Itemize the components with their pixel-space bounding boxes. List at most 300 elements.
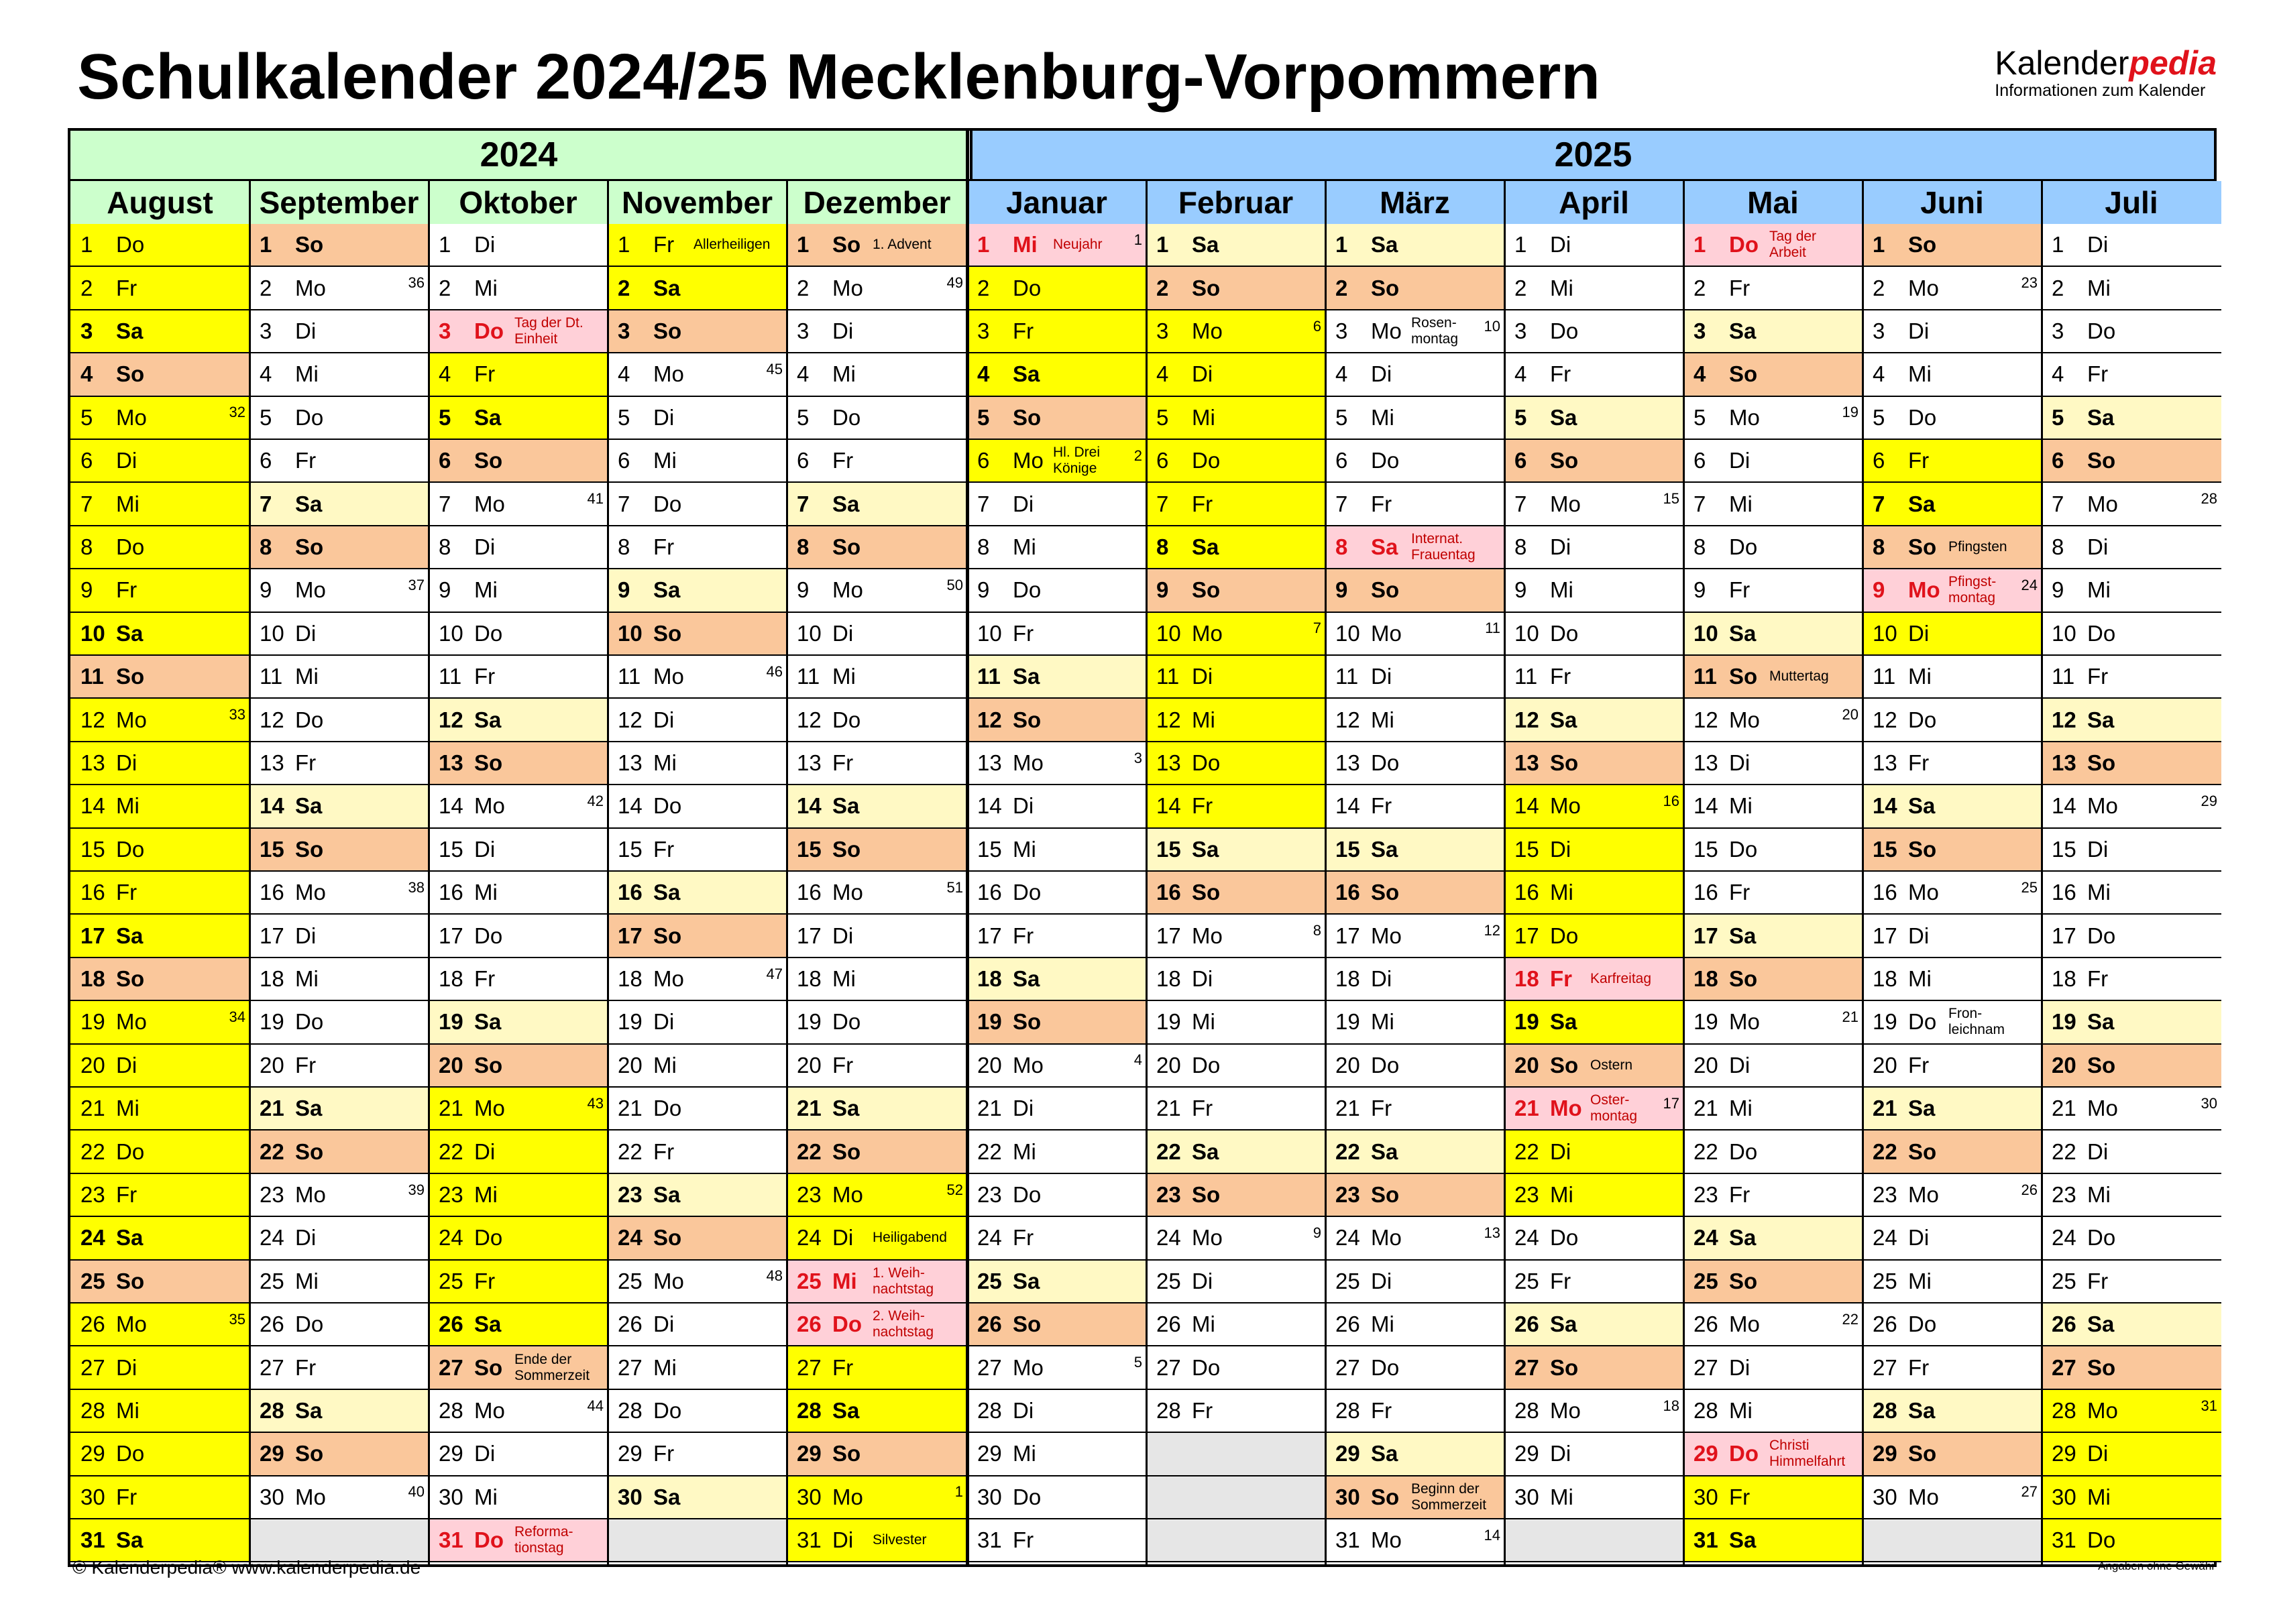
day-number: 4 [1156, 361, 1169, 387]
month-header-november: November [608, 181, 787, 224]
day-number: 13 [260, 750, 284, 775]
weekday: Mi [474, 1484, 498, 1509]
day-cell [1683, 440, 1863, 483]
day-cell [787, 224, 967, 267]
weekday: Mo [295, 275, 326, 300]
page-title: Schulkalender 2024/25 Mecklenburg-Vorpommern [77, 41, 1600, 113]
weekday: Di [832, 1527, 854, 1553]
day-number: 18 [1514, 966, 1539, 991]
weekday: Di [2087, 534, 2109, 559]
weekday: Do [1013, 1181, 1042, 1207]
day-number: 14 [439, 793, 463, 819]
day-number: 2 [1335, 275, 1348, 300]
week-number: 45 [766, 360, 783, 378]
day-cell [1146, 1217, 1325, 1260]
day-cell [1504, 267, 1683, 310]
day-cell [1146, 267, 1325, 310]
weekday: Mi [1192, 404, 1215, 430]
day-cell [787, 785, 967, 828]
weekday: Di [653, 1312, 675, 1337]
day-cell [429, 310, 608, 353]
weekday: Sa [653, 577, 681, 603]
day-cell [1325, 699, 1504, 742]
weekday: Di [653, 707, 675, 732]
weekday: Do [295, 707, 324, 732]
day-cell [2042, 1001, 2221, 1044]
day-number: 10 [1156, 620, 1181, 646]
weekday: Fr [1013, 1225, 1034, 1251]
day-number: 2 [797, 275, 810, 300]
month-header-juli: Juli [2042, 181, 2221, 224]
day-cell [1683, 829, 1863, 872]
weekday: Sa [116, 1527, 144, 1553]
day-cell [1683, 569, 1863, 612]
day-number: 26 [80, 1312, 105, 1337]
day-cell [967, 267, 1146, 310]
day-cell [1504, 397, 1683, 440]
weekday: Sa [832, 491, 860, 516]
day-number: 17 [977, 923, 1002, 948]
day-number: 28 [977, 1397, 1002, 1423]
day-number: 5 [2052, 404, 2064, 430]
weekday: Di [295, 923, 317, 948]
weekday: Do [295, 404, 324, 430]
day-number: 23 [797, 1181, 822, 1207]
day-number: 13 [80, 750, 105, 775]
day-number: 24 [1873, 1225, 1897, 1251]
day-number: 1 [2052, 232, 2064, 257]
day-number: 23 [439, 1181, 463, 1207]
weekday: Mi [1192, 1009, 1215, 1035]
weekday: So [1013, 404, 1042, 430]
weekday: Mi [1192, 1312, 1215, 1337]
day-number: 8 [977, 534, 990, 559]
week-number: 39 [408, 1181, 425, 1198]
month-header-april: April [1504, 181, 1683, 224]
day-number: 14 [618, 793, 643, 819]
day-cell [70, 1217, 249, 1260]
day-number: 6 [2052, 448, 2064, 473]
day-number: 11 [1873, 664, 1896, 689]
holiday-label: 2. Weih-nachtstag [873, 1308, 934, 1340]
weekday: Mi [653, 448, 677, 473]
day-cell [1863, 224, 2042, 267]
kalenderpedia-logo[interactable] [1995, 46, 2217, 101]
day-cell [429, 1476, 608, 1519]
day-number: 9 [80, 577, 93, 603]
day-number: 7 [2052, 491, 2064, 516]
weekday: Fr [653, 1139, 675, 1164]
day-number: 3 [977, 318, 990, 343]
day-number: 9 [1873, 577, 1885, 603]
month-header-oktober: Oktober [429, 181, 608, 224]
day-number: 12 [1514, 707, 1539, 732]
weekday: Mi [295, 664, 319, 689]
week-number: 16 [1663, 792, 1679, 809]
day-number: 7 [1514, 491, 1527, 516]
empty-day-cell [1504, 1519, 1683, 1562]
day-cell [1325, 1261, 1504, 1303]
weekday: Mo [832, 577, 863, 603]
day-number: 23 [2052, 1181, 2076, 1207]
week-number: 1 [1133, 231, 1142, 248]
day-cell [70, 569, 249, 612]
day-number: 30 [260, 1484, 284, 1509]
day-number: 17 [1156, 923, 1181, 948]
weekday: Sa [1013, 361, 1040, 387]
day-number: 24 [80, 1225, 105, 1251]
weekday: Mo [1550, 1397, 1581, 1423]
day-cell [249, 915, 429, 958]
day-number: 11 [1156, 664, 1180, 689]
day-cell [787, 1130, 967, 1173]
day-cell [1146, 656, 1325, 699]
day-cell [2042, 310, 2221, 353]
day-number: 28 [797, 1397, 822, 1423]
day-cell [1325, 1001, 1504, 1044]
weekday: Di [1371, 664, 1392, 689]
day-number: 23 [1693, 1181, 1718, 1207]
day-number: 24 [2052, 1225, 2076, 1251]
day-number: 7 [1335, 491, 1348, 516]
day-number: 29 [2052, 1441, 2076, 1466]
week-number: 41 [587, 490, 604, 508]
week-number: 43 [587, 1094, 604, 1112]
holiday-label: 1. Weih-nachtstag [873, 1265, 934, 1297]
day-cell [1683, 613, 1863, 656]
weekday: Mi [1371, 404, 1394, 430]
day-number: 17 [439, 923, 463, 948]
day-number: 14 [1693, 793, 1718, 819]
day-cell [787, 267, 967, 310]
weekday: Sa [1371, 534, 1398, 559]
day-cell [1504, 526, 1683, 569]
day-number: 26 [977, 1312, 1002, 1337]
day-cell [967, 1303, 1146, 1346]
weekday: So [1371, 1181, 1400, 1207]
day-number: 2 [1514, 275, 1527, 300]
day-number: 15 [260, 836, 284, 862]
weekday: Sa [1729, 620, 1757, 646]
day-number: 18 [80, 966, 105, 991]
weekday: Di [1013, 793, 1034, 819]
weekday: Mo [1013, 448, 1044, 473]
day-number: 19 [1156, 1009, 1181, 1035]
day-cell [70, 872, 249, 915]
day-number: 17 [1693, 923, 1718, 948]
day-cell [1863, 310, 2042, 353]
day-cell [249, 613, 429, 656]
weekday: Fr [116, 275, 137, 300]
day-cell [608, 613, 787, 656]
weekday: Sa [2087, 707, 2115, 732]
empty-day-cell [608, 1519, 787, 1562]
day-number: 10 [1335, 620, 1360, 646]
weekday: So [1729, 664, 1758, 689]
week-number: 31 [2201, 1397, 2217, 1414]
weekday: Mo [2087, 1096, 2118, 1121]
day-cell [429, 1130, 608, 1173]
day-number: 12 [439, 707, 463, 732]
day-number: 9 [260, 577, 272, 603]
day-number: 16 [977, 880, 1002, 905]
day-number: 19 [977, 1009, 1002, 1035]
weekday: Mo [1550, 793, 1581, 819]
weekday: Mo [1192, 1225, 1223, 1251]
weekday: Do [1192, 1052, 1221, 1078]
day-cell [249, 1390, 429, 1433]
weekday: Do [1729, 1139, 1758, 1164]
day-cell [1683, 1346, 1863, 1389]
day-number: 23 [1156, 1181, 1181, 1207]
day-cell [787, 915, 967, 958]
weekday: So [1908, 1441, 1937, 1466]
column-divider [428, 179, 430, 1564]
weekday: Fr [1550, 664, 1571, 689]
weekday: So [832, 534, 861, 559]
week-number: 38 [408, 878, 425, 896]
day-cell [1146, 1088, 1325, 1130]
day-number: 9 [797, 577, 810, 603]
holiday-label: Fron-leichnam [1948, 1006, 2005, 1038]
day-number: 25 [2052, 1268, 2076, 1293]
day-number: 10 [618, 620, 643, 646]
day-number: 2 [977, 275, 990, 300]
day-number: 1 [260, 232, 272, 257]
column-divider [966, 131, 969, 1564]
weekday: So [1729, 1268, 1758, 1293]
day-cell [2042, 526, 2221, 569]
day-cell [1325, 785, 1504, 828]
day-number: 18 [1156, 966, 1181, 991]
week-number: 37 [408, 576, 425, 593]
weekday: So [1371, 1484, 1400, 1509]
day-number: 4 [2052, 361, 2064, 387]
day-number: 13 [1335, 750, 1360, 775]
day-cell [787, 1001, 967, 1044]
holiday-label: Beginn der Sommerzeit [1411, 1481, 1487, 1513]
weekday: Mi [2087, 880, 2111, 905]
week-number: 33 [229, 706, 245, 723]
day-cell [1504, 1045, 1683, 1088]
day-cell [608, 1261, 787, 1303]
week-number: 10 [1484, 317, 1500, 335]
weekday: Do [1550, 1225, 1579, 1251]
day-cell [2042, 440, 2221, 483]
day-cell [1325, 656, 1504, 699]
day-number: 29 [1335, 1441, 1360, 1466]
day-number: 8 [439, 534, 451, 559]
day-number: 9 [618, 577, 630, 603]
day-cell [1146, 829, 1325, 872]
weekday: Sa [832, 1096, 860, 1121]
month-header-mai: Mai [1683, 181, 1863, 224]
day-cell [429, 1261, 608, 1303]
day-number: 18 [2052, 966, 2076, 991]
day-number: 15 [1514, 836, 1539, 862]
day-cell [1146, 613, 1325, 656]
day-number: 10 [977, 620, 1002, 646]
day-number: 12 [797, 707, 822, 732]
day-cell [1863, 1476, 2042, 1519]
day-number: 10 [1693, 620, 1718, 646]
day-number: 5 [1514, 404, 1527, 430]
day-number: 9 [1514, 577, 1527, 603]
day-cell [429, 1217, 608, 1260]
weekday: So [653, 923, 682, 948]
day-cell [787, 699, 967, 742]
week-number: 1 [954, 1483, 963, 1501]
weekday: Mi [1729, 793, 1753, 819]
holiday-label: Oster-montag [1590, 1092, 1638, 1124]
day-number: 19 [439, 1009, 463, 1035]
weekday: Sa [1013, 664, 1040, 689]
day-number: 20 [260, 1052, 284, 1078]
day-number: 30 [80, 1484, 105, 1509]
day-cell [429, 483, 608, 526]
day-cell [787, 1174, 967, 1217]
weekday: Mi [1550, 880, 1573, 905]
day-number: 28 [260, 1397, 284, 1423]
weekday: Fr [1729, 1181, 1751, 1207]
day-cell [1504, 1130, 1683, 1173]
day-cell [2042, 872, 2221, 915]
day-cell [1325, 958, 1504, 1001]
day-cell [1325, 310, 1504, 353]
week-number: 28 [2201, 490, 2217, 508]
weekday: Mo [1550, 491, 1581, 516]
day-cell [608, 958, 787, 1001]
weekday: Do [1013, 1484, 1042, 1509]
day-number: 10 [1873, 620, 1897, 646]
day-number: 22 [797, 1139, 822, 1164]
day-number: 1 [439, 232, 451, 257]
day-number: 10 [1514, 620, 1539, 646]
weekday: So [1192, 1181, 1221, 1207]
weekday: Mi [474, 880, 498, 905]
day-cell [2042, 1130, 2221, 1173]
day-number: 7 [618, 491, 630, 516]
weekday: Mo [1729, 707, 1760, 732]
day-number: 1 [1693, 232, 1706, 257]
day-number: 29 [977, 1441, 1002, 1466]
holiday-label: Hl. Drei Könige [1053, 445, 1101, 477]
week-number: 25 [2021, 878, 2038, 896]
weekday: Fr [116, 1484, 137, 1509]
day-cell [608, 526, 787, 569]
day-number: 13 [618, 750, 643, 775]
weekday: Mo [1371, 923, 1402, 948]
day-cell [608, 785, 787, 828]
weekday: Fr [1013, 923, 1034, 948]
day-number: 7 [439, 491, 451, 516]
day-cell [967, 224, 1146, 267]
day-cell [1325, 1390, 1504, 1433]
weekday: Do [832, 1009, 861, 1035]
weekday: Sa [653, 1181, 681, 1207]
day-cell [967, 829, 1146, 872]
weekday: Mi [474, 275, 498, 300]
day-cell [249, 267, 429, 310]
week-number: 40 [408, 1483, 425, 1501]
day-cell [1325, 483, 1504, 526]
day-cell [1504, 699, 1683, 742]
weekday: Mo [653, 361, 684, 387]
day-cell [70, 267, 249, 310]
day-cell [967, 440, 1146, 483]
day-number: 21 [1514, 1096, 1539, 1121]
weekday: Sa [1371, 1441, 1398, 1466]
day-cell [967, 1217, 1146, 1260]
footer-disclaimer: Angaben ohne Gewähr [2098, 1560, 2215, 1572]
holiday-label: Muttertag [1769, 669, 1829, 685]
day-cell [429, 742, 608, 785]
day-number: 25 [618, 1268, 643, 1293]
holiday-label: 1. Advent [873, 237, 932, 253]
day-cell [1146, 1346, 1325, 1389]
day-cell [608, 1390, 787, 1433]
day-cell [249, 483, 429, 526]
weekday: Mo [1908, 577, 1940, 603]
day-cell [1504, 1174, 1683, 1217]
day-cell [967, 1519, 1146, 1562]
day-number: 25 [797, 1268, 822, 1293]
weekday: Mo [832, 880, 863, 905]
day-number: 9 [2052, 577, 2064, 603]
day-cell [967, 958, 1146, 1001]
holiday-label: Ostern [1590, 1057, 1633, 1073]
weekday: Di [653, 1009, 675, 1035]
weekday: Mi [474, 1181, 498, 1207]
weekday: So [832, 232, 861, 257]
week-number: 23 [2021, 274, 2038, 292]
day-cell [249, 1346, 429, 1389]
day-cell [608, 699, 787, 742]
weekday: Do [1729, 534, 1758, 559]
weekday: Do [1550, 923, 1579, 948]
day-cell [1683, 958, 1863, 1001]
day-cell [1683, 1390, 1863, 1433]
weekday: Mi [1550, 1181, 1573, 1207]
weekday: So [1192, 275, 1221, 300]
day-number: 14 [1335, 793, 1360, 819]
weekday: So [2087, 750, 2116, 775]
day-cell [2042, 1519, 2221, 1562]
week-number: 11 [1485, 620, 1500, 637]
day-number: 7 [260, 491, 272, 516]
day-cell [249, 1303, 429, 1346]
weekday: Sa [1550, 1009, 1577, 1035]
day-number: 13 [1156, 750, 1181, 775]
weekday: Di [1908, 318, 1930, 343]
day-cell [1863, 699, 2042, 742]
day-cell [1863, 1174, 2042, 1217]
day-cell [1325, 353, 1504, 396]
weekday: Mi [116, 491, 140, 516]
day-number: 23 [1873, 1181, 1897, 1207]
day-number: 21 [2052, 1096, 2076, 1121]
day-cell [1504, 872, 1683, 915]
weekday: Mo [1013, 750, 1044, 775]
weekday: Fr [116, 880, 137, 905]
day-cell [1504, 1346, 1683, 1389]
day-number: 28 [1156, 1397, 1181, 1423]
day-number: 24 [797, 1225, 822, 1251]
day-number: 16 [1693, 880, 1718, 905]
holiday-label: Neujahr [1053, 237, 1103, 253]
day-number: 29 [1693, 1441, 1718, 1466]
day-number: 27 [2052, 1354, 2076, 1380]
